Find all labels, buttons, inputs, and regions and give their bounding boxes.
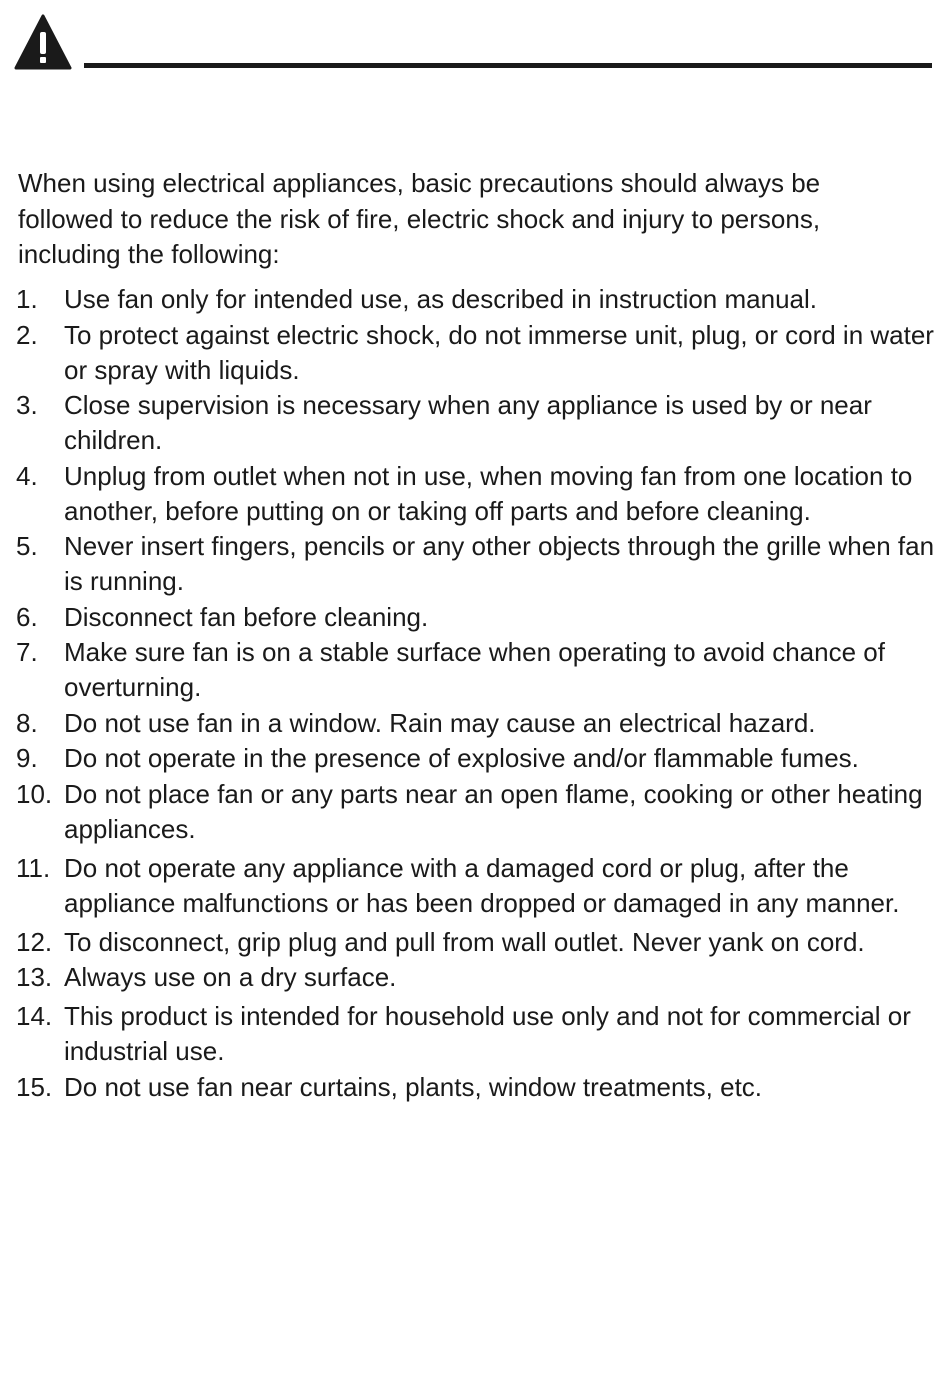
list-item: [16, 777, 940, 847]
list-item: [16, 282, 940, 317]
item-number: 12.: [16, 926, 53, 957]
item-text: To disconnect, grip plug and pull from wall outlet. Never yank on cord.: [64, 926, 865, 957]
header: [14, 14, 934, 74]
list-item: [16, 318, 940, 388]
list-item: [16, 388, 940, 458]
list-item: [16, 999, 940, 1069]
list-item: [16, 925, 940, 960]
list-item: [16, 741, 940, 776]
safety-instructions-list: [16, 282, 940, 1105]
item-number: 7.: [16, 637, 38, 667]
item-number: 6.: [16, 601, 38, 632]
item-number: 9.: [16, 743, 38, 773]
item-text: Do not use fan near curtains, plants, window treatments, etc.: [64, 1071, 763, 1102]
item-number: 11.: [16, 852, 51, 883]
item-number: 10.: [16, 778, 53, 809]
item-text: To protect against electric shock, do not immerse unit, plug, or cord in water or spray with liquids.: [64, 319, 934, 385]
list-item: [16, 960, 940, 995]
item-number: 4.: [16, 460, 38, 491]
item-number: 15.: [16, 1071, 53, 1102]
item-text: Do not operate any appliance with a damaged cord or plug, after the appliance malfunctions or has been dropped or damaged in any manner.: [64, 852, 900, 918]
list-item: [16, 1070, 940, 1105]
item-number: 14.: [16, 1001, 53, 1031]
intro-paragraph: When using electrical appliances, basic precautions should always be followed to reduce the risk of fire, electric shock and injury to persons, including the following:: [18, 168, 821, 269]
header-rule: [84, 63, 932, 68]
item-number: 1.: [16, 284, 38, 314]
item-text: This product is intended for household use only and not for commercial or industrial use.: [64, 1001, 911, 1066]
item-text: Do not place fan or any parts near an open flame, cooking or other heating appliances.: [64, 778, 923, 844]
item-text: Unplug from outlet when not in use, when moving fan from one location to another, before putting on or taking off parts and before cleaning.: [64, 460, 913, 526]
item-text: Disconnect fan before cleaning.: [64, 601, 429, 632]
item-number: 13.: [16, 962, 53, 992]
list-item: [16, 851, 940, 921]
list-item: [16, 459, 940, 529]
item-text: Make sure fan is on a stable surface when operating to avoid chance of overturning.: [64, 637, 885, 702]
item-text: Close supervision is necessary when any appliance is used by or near children.: [64, 390, 872, 455]
item-text: Do not use fan in a window. Rain may cause an electrical hazard.: [64, 707, 816, 738]
list-item: [16, 706, 940, 741]
item-text: Always use on a dry surface.: [64, 962, 397, 992]
list-item: [16, 600, 940, 635]
list-item: [16, 635, 940, 705]
item-number: 2.: [16, 319, 38, 350]
item-number: 3.: [16, 390, 38, 420]
item-text: Do not operate in the presence of explosive and/or flammable fumes.: [64, 743, 859, 773]
warning-triangle-icon: [14, 14, 72, 70]
item-text: Never insert fingers, pencils or any other objects through the grille when fan is running.: [64, 531, 935, 596]
item-number: 5.: [16, 531, 38, 561]
item-text: Use fan only for intended use, as described in instruction manual.: [64, 284, 817, 314]
item-number: 8.: [16, 707, 38, 738]
list-item: [16, 529, 940, 599]
